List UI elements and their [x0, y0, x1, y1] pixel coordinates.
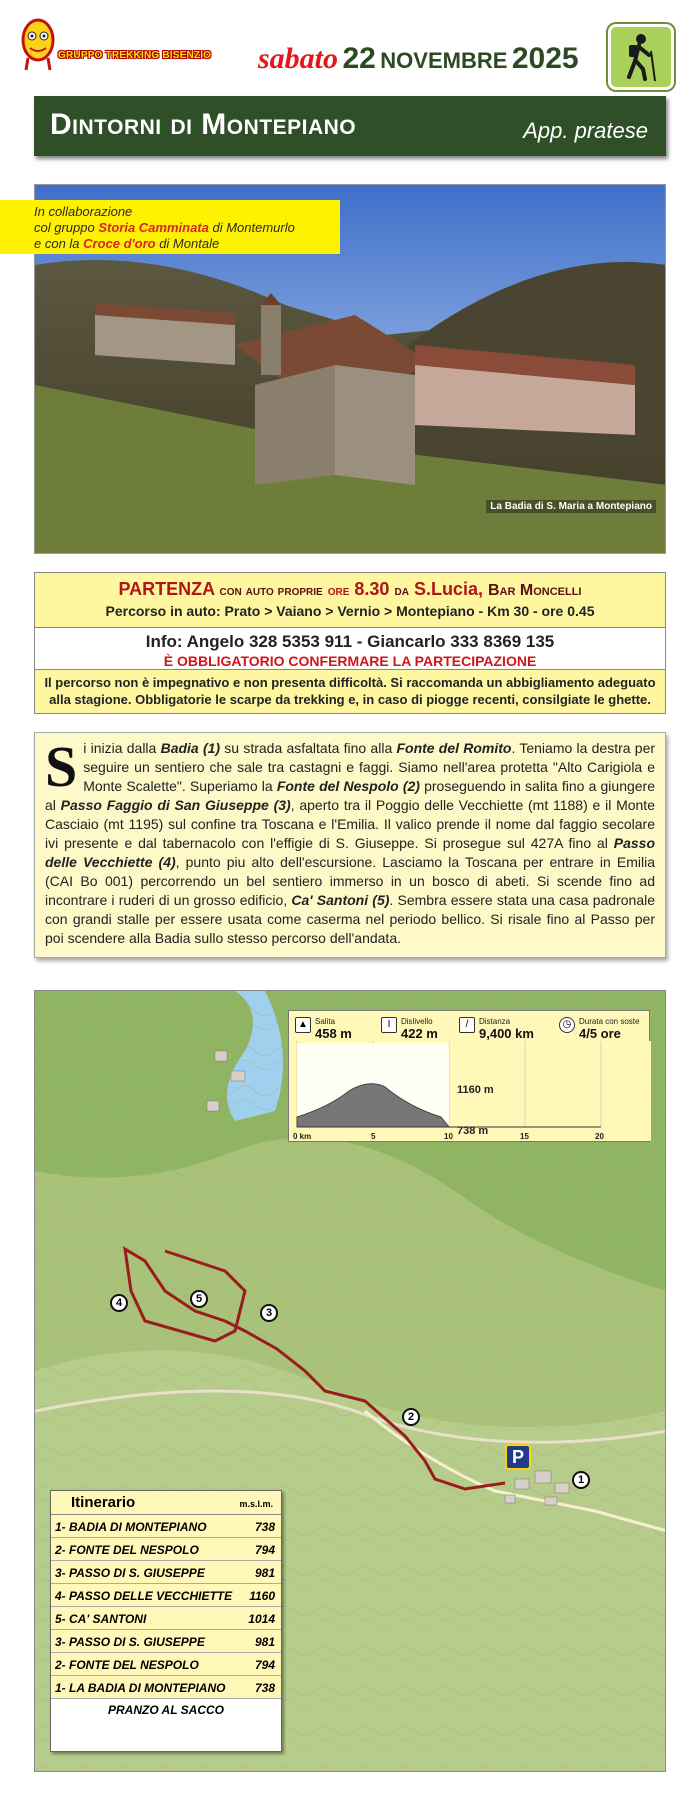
- stop-name: 1- LA BADIA DI MONTEPIANO: [55, 1681, 226, 1695]
- collab-line-3c: di Montale: [155, 236, 220, 251]
- departure-bar: Bar Moncelli: [487, 582, 582, 599]
- contacts: Info: Angelo 328 5353 911 - Giancarlo 333 8369 135: [145, 632, 555, 651]
- desc-text: , aperto tra il Poggio delle Vecchiette (mt 1188) e il Monte Casciaio (mt 1195) sul confine tra Toscana e l'Emilia. Il valico prende il nome dal faggio secolare ivi presente e dal tabernacolo con l'effigie di S. Giuseppe. Si prosegue sul 427A fino al: [45, 797, 655, 851]
- distance-icon: /: [459, 1017, 475, 1033]
- waypoint-1: [572, 1471, 590, 1489]
- itinerary-row: [51, 1538, 281, 1561]
- x-tick-0: 0 km: [293, 1132, 312, 1141]
- note-line-2: alla stagione. Obbligatorie le scarpe da trekking e, in caso di piogge recenti, consilgiate le ghette.: [49, 692, 651, 707]
- stop-altitude: 1160: [249, 1589, 275, 1603]
- durata-value: 4/5 ore: [579, 1026, 621, 1041]
- ascent-icon: ▲: [295, 1017, 311, 1033]
- stop-name: 5- CA' SANTONI: [55, 1612, 147, 1626]
- stop-name: 3- PASSO DI S. GIUSEPPE: [55, 1635, 205, 1649]
- collab-line-2a: col gruppo: [34, 220, 99, 235]
- stop-name: 4- PASSO DELLE VECCHIETTE: [55, 1589, 233, 1603]
- desc-fonte-romito: Fonte del Romito: [396, 740, 512, 756]
- desc-text: su strada asfaltata fino alla: [220, 740, 397, 756]
- dislivello-label: Dislivello: [401, 1017, 433, 1026]
- itinerary-row: [51, 1561, 281, 1584]
- route-description: [34, 732, 666, 958]
- departure-place: S.Lucia,: [413, 579, 483, 599]
- desc-text: . Sembra essere stata una casa padronale con grandi stalle per essere usata come caserma nel periodo bellico. Si risale fino al Passo per poi scendere alla Badia sullo stesso percorso dell'andata.: [45, 892, 655, 946]
- stop-altitude: 981: [254, 1566, 275, 1580]
- note-line-1: Il percorso non è impegnativo e non presenta difficoltà. Si raccomanda un abbigliamento adeguato: [44, 675, 656, 690]
- distanza-value: 9,400 km: [479, 1026, 534, 1041]
- collab-line-2c: di Montemurlo: [208, 220, 295, 235]
- stop-name: 1- BADIA DI MONTEPIANO: [55, 1520, 207, 1534]
- stat-distanza: [459, 1017, 534, 1041]
- itinerary-row: [51, 1607, 281, 1630]
- desc-passo-giuseppe: Passo Faggio di San Giuseppe (3): [60, 797, 291, 813]
- salita-label: Salita: [315, 1017, 336, 1026]
- itinerary-row: [51, 1584, 281, 1607]
- profile-max-label: 1160 m: [457, 1084, 494, 1096]
- parking-label: P: [511, 1447, 524, 1467]
- date-num: 22: [342, 42, 376, 75]
- event-date: [258, 42, 579, 76]
- stop-altitude: 794: [254, 1658, 275, 1672]
- date-month: NOVEMBRE: [380, 48, 508, 73]
- waypoint-1-label: 1: [577, 1474, 585, 1486]
- car-route: Percorso in auto: Prato > Vaiano > Vernio > Montepiano - Km 30 - ore 0.45: [105, 603, 595, 619]
- profile-chart: [289, 1041, 651, 1141]
- page-title: Dintorni di Montepiano: [50, 108, 357, 141]
- photo-caption: La Badia di S. Maria a Montepiano: [486, 500, 656, 513]
- itinerary-row: [51, 1676, 281, 1699]
- stop-name: 2- FONTE DEL NESPOLO: [55, 1658, 199, 1672]
- desc-passo-vecchiette: Passo delle Vecchiette (4): [45, 835, 655, 870]
- desc-text: i inizia dalla: [83, 740, 161, 756]
- x-tick-20: 20: [595, 1132, 604, 1141]
- title-bar: [34, 96, 666, 156]
- stat-salita: [295, 1017, 352, 1041]
- desc-ca-santoni: Ca' Santoni (5): [291, 892, 390, 908]
- desc-badia: Badia (1): [160, 740, 221, 756]
- stop-altitude: 738: [254, 1681, 275, 1695]
- departure-with: con auto proprie: [219, 582, 323, 598]
- waypoint-5-label: 5: [195, 1293, 203, 1305]
- itinerary-footer: PRANZO AL SACCO: [51, 1699, 281, 1721]
- date-year: 2025: [511, 42, 579, 75]
- waypoint-3: [260, 1304, 278, 1322]
- profile-min-label: 738 m: [457, 1125, 489, 1137]
- stop-name: 2- FONTE DEL NESPOLO: [55, 1543, 199, 1557]
- collab-line-3b: Croce d'oro: [83, 236, 156, 251]
- hiker-icon: [608, 24, 674, 90]
- x-tick-15: 15: [520, 1132, 529, 1141]
- departure-da: da: [394, 582, 409, 598]
- clock-icon: ◷: [559, 1017, 575, 1033]
- waypoint-2: [402, 1408, 420, 1426]
- distanza-label: Distanza: [479, 1017, 511, 1026]
- elevation-profile: [288, 1010, 650, 1142]
- stop-altitude: 981: [254, 1635, 275, 1649]
- desc-fonte-nespolo: Fonte del Nespolo (2): [276, 778, 420, 794]
- page-subtitle: App. pratese: [523, 118, 648, 143]
- parking-marker: [505, 1444, 531, 1470]
- dislivello-value: 422 m: [401, 1026, 438, 1041]
- itinerary-row: [51, 1630, 281, 1653]
- waypoint-4: [110, 1294, 128, 1312]
- collab-line-3a: e con la: [34, 236, 84, 251]
- departure-ore: ore: [327, 582, 350, 598]
- waypoint-3-label: 3: [265, 1307, 273, 1319]
- dropcap: S: [45, 734, 78, 799]
- group-logo: [18, 14, 58, 74]
- desc-text: . Teniamo la destra per seguire un sentiero che sale tra castagni e faggi. Siamo nell'area protetta "Alto Carigiola e Monte Scalette". Superiamo la: [83, 740, 656, 794]
- x-tick-5: 5: [371, 1132, 376, 1141]
- stat-durata: [559, 1017, 639, 1041]
- waypoint-4-label: 4: [115, 1297, 123, 1309]
- itinerary-row: [51, 1653, 281, 1676]
- departure-time: 8.30: [354, 579, 390, 599]
- stop-altitude: 794: [254, 1543, 275, 1557]
- waypoint-2-label: 2: [407, 1411, 415, 1423]
- x-tick-10: 10: [444, 1132, 453, 1141]
- elevation-gain-icon: I: [381, 1017, 397, 1033]
- stop-name: 3- PASSO DI S. GIUSEPPE: [55, 1566, 205, 1580]
- departure-label: PARTENZA: [118, 579, 215, 599]
- difficulty-note: [34, 670, 666, 714]
- mandatory-confirmation: È OBBLIGATORIO CONFERMARE LA PARTECIPAZIONE: [163, 653, 537, 669]
- collab-line-1: In collaborazione: [34, 204, 133, 219]
- itinerary-unit: m.s.l.m.: [239, 1499, 273, 1509]
- desc-text: proseguendo in salita fino a giungere al: [45, 778, 656, 813]
- itinerary-row: [51, 1515, 281, 1538]
- stat-dislivello: [381, 1017, 438, 1041]
- stop-altitude: 738: [254, 1520, 275, 1534]
- itinerary-title: Itinerario: [71, 1494, 136, 1511]
- date-day: sabato: [258, 42, 339, 75]
- departure-box: [34, 572, 666, 628]
- desc-text: , punto piu alto dell'escursione. Lasciamo la Toscana per entrare in Emilia (CAI Bo 001) percorrendo un bel sentiero immerso in un bosco di abeti. Si scende fino ad incontrare i ruderi di un grosso edificio,: [45, 854, 655, 908]
- info-box: [34, 628, 666, 670]
- durata-label: Durata con soste: [579, 1017, 640, 1026]
- collaboration-note: [0, 200, 340, 254]
- salita-value: 458 m: [315, 1026, 352, 1041]
- collab-line-2b: Storia Camminata: [98, 220, 209, 235]
- waypoint-5: [190, 1290, 208, 1308]
- group-name: GRUPPO TREKKING BISENZIO: [58, 50, 212, 61]
- itinerary-table: [50, 1490, 282, 1752]
- stop-altitude: 1014: [248, 1612, 275, 1626]
